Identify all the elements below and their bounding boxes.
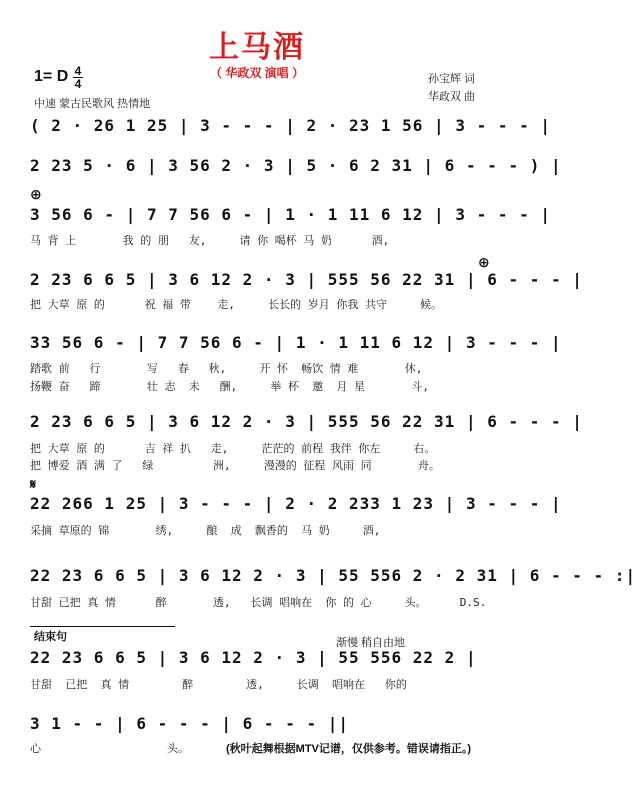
lyric-line-5a: 踏歌 前 行 写 春 秋, 开 怀 畅饮 情 难 休, (30, 362, 423, 375)
score-line-1 (30, 116, 552, 144)
lyricist: 孙宝辉 词 (428, 73, 476, 85)
coda-icon-right: ⊕ (478, 254, 490, 270)
notes-line-2: 2 23 5 · 6 | 3 56 2 · 3 | 5 · 6 2 31 | 6 - - - ) | (30, 156, 562, 175)
notes-line-4: 2 23 6 6 5 | 3 6 12 2 · 3 | 555 56 22 31 | 6 - - - | (30, 270, 583, 289)
coda-divider (30, 626, 175, 627)
lyric-line-7: 采摘 草原的 锦 绣, 酿 成 飘香的 马 奶 酒, (30, 524, 381, 537)
coda-icon: ⊕ (30, 186, 42, 202)
notes-line-5: 33 56 6 - | 7 7 56 6 - | 1 · 1 11 6 12 | 3 - - - | (30, 333, 562, 352)
key-signature: 1= D (34, 68, 69, 85)
score-line-4 (30, 270, 583, 298)
lyric-line-10: 心 头。 (30, 742, 189, 755)
lyric-line-5b: 扬鞭 奋 蹄 壮 志 未 酬, 举 杯 邀 月 星 斗, (30, 380, 430, 393)
score-line-7 (30, 494, 562, 522)
notes-line-8: 22 23 6 6 5 | 3 6 12 2 · 3 | 55 556 2 · 2 31 | 6 - - - :| (30, 566, 636, 585)
score-line-6 (30, 412, 583, 440)
time-top: 4 (74, 64, 82, 78)
lyric-line-4: 把 大草 原 的 祝 福 带 走, 长长的 岁月 你我 共守 候。 (30, 298, 443, 311)
score-line-10 (30, 714, 490, 742)
lyric-line-8: 甘甜 已把 真 情 醉 透, 长调 唱响在 你 的 心 头。 D.S. (30, 596, 487, 609)
notes-line-3: 3 56 6 - | 7 7 56 6 - | 1 · 1 11 6 12 | 3 - - - | (30, 205, 552, 224)
performer: （ 华政双 演唱 ） (209, 66, 304, 80)
notes-line-6: 2 23 6 6 5 | 3 6 12 2 · 3 | 555 56 22 31 | 6 - - - | (30, 412, 583, 431)
score-line-3 (30, 205, 552, 233)
notes-line-7: 22 266 1 25 | 3 - - - | 2 · 2 233 1 23 | 3 - - - | (30, 494, 562, 513)
score-line-5 (30, 333, 562, 361)
segno-icon: 𝄋 (30, 476, 37, 492)
end-note: (秋叶起舞根据MTV记谱，仅供参考。错误请指正。) (226, 743, 472, 755)
lyric-line-6a: 把 大草 原 的 吉 祥 扒 走, 茫茫的 前程 我伴 你左 右。 (30, 442, 436, 455)
tempo-change: 渐慢 稍自由地 (336, 637, 406, 649)
lyric-line-9: 甘甜 已把 真 情 醉 透, 长调 唱响在 你的 (30, 678, 407, 691)
tempo-marking: 中速 蒙古民歌风 热情地 (34, 98, 151, 110)
coda-label: 结束句 (34, 631, 67, 643)
score-line-2 (30, 156, 562, 184)
time-signature (73, 66, 83, 89)
time-bottom: 4 (74, 77, 82, 91)
lyric-line-6b: 把 博爱 酒 满 了 绿 洲, 漫漫的 征程 风雨 同 舟。 (30, 459, 440, 472)
score-line-8 (30, 566, 636, 594)
song-title: 上马酒 (209, 30, 305, 65)
notes-line-1: ( 2 · 26 1 25 | 3 - - - | 2 · 23 1 56 | 3 - - - | (30, 116, 552, 135)
composer: 华政双 曲 (428, 91, 476, 103)
lyric-line-3: 马 背 上 我 的 朋 友, 请 你 喝杯 马 奶 酒, (30, 234, 390, 247)
notes-line-9: 22 23 6 6 5 | 3 6 12 2 · 3 | 55 556 22 2 | (30, 648, 477, 667)
notes-line-10: 3 1 - - | 6 - - - | 6 - - - || (30, 714, 349, 733)
score-line-9 (30, 648, 490, 676)
